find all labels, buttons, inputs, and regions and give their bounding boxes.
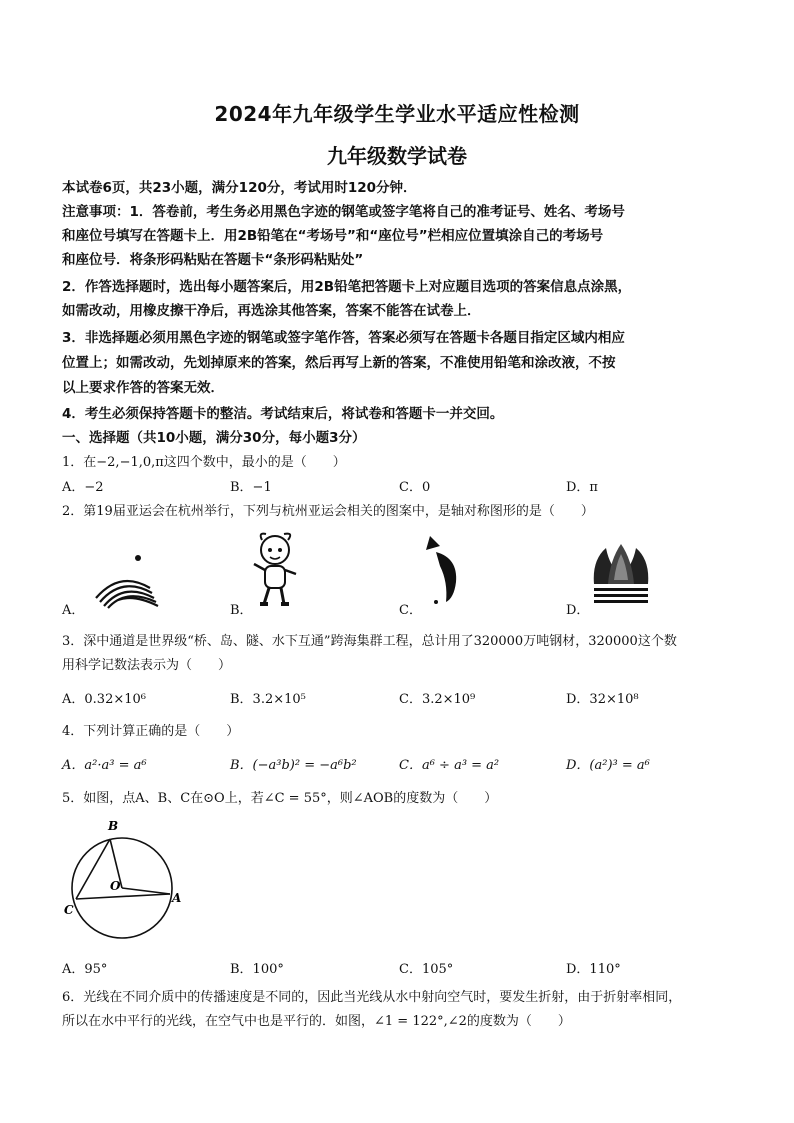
question-3-stem-line-2: 用科学记数法表示为（ ） [62, 658, 232, 673]
question-3-stem-line-1: 3．深中通道是世界级“桥、岛、隧、水下互通”跨海集群工程，总计用了320000万吨钢材，320000这个数 [62, 634, 677, 649]
q5-label-c: C [64, 903, 74, 917]
q2-figure-a-stripes [90, 550, 170, 610]
q5-label-o: O [110, 879, 121, 893]
exam-subtitle: 九年级数学试卷 [327, 144, 467, 168]
instruction-line-6: 如需改动，用橡皮擦干净后，再选涂其他答案，答案不能答在试卷上． [62, 303, 481, 319]
instruction-line-2: 注意事项：1．答卷前，考生务必用黑色字迹的钢笔或签字笔将自己的准考证号、姓名、考场号 [62, 204, 625, 220]
instruction-line-3: 和座位号填写在答题卡上．用2B铅笔在“考场号”和“座位号”栏相应位置填涂自己的考场号 [62, 228, 604, 244]
q3-option-c: C．3.2×10⁹ [399, 692, 476, 707]
q5-label-b: B [108, 819, 119, 833]
q2-figure-c-fish [418, 532, 468, 610]
q3-option-d: D．32×10⁸ [566, 692, 639, 707]
section-heading-choice: 一、选择题（共10小题，满分30分，每小题3分） [62, 430, 366, 446]
exam-title: 2024年九年级学生学业水平适应性检测 [214, 102, 580, 126]
q2-option-b: B． [230, 603, 253, 618]
q2-option-c: C． [399, 603, 422, 618]
instruction-line-8: 位置上；如需改动，先划掉原来的答案，然后再写上新的答案，不准使用铅笔和涂改液，不按 [62, 355, 616, 371]
q3-option-b: B．3.2×10⁵ [230, 692, 306, 707]
q2-option-d: D． [566, 603, 590, 618]
instruction-line-1: 本试卷6页，共23小题，满分120分，考试用时120分钟． [62, 180, 417, 196]
q3-option-a: A．0.32×10⁶ [62, 692, 146, 707]
q1-option-a: A．−2 [62, 480, 104, 495]
q2-figure-b-mascot [250, 530, 300, 610]
q4-option-d: D．(a²)³ = a⁶ [566, 758, 650, 773]
q5-option-d: D．110° [566, 962, 621, 977]
question-1-stem: 1．在−2,−1,0,π这四个数中，最小的是（ ） [62, 455, 346, 470]
q5-option-c: C．105° [399, 962, 454, 977]
question-6-stem-line-2: 所以在水中平行的光线，在空气中也是平行的．如图，∠1 = 122°,∠2的度数为（ ） [62, 1014, 571, 1029]
q5-circle-diagram [62, 814, 186, 944]
q5-option-b: B．100° [230, 962, 284, 977]
q2-option-a: A． [62, 603, 85, 618]
q5-option-a: A．95° [62, 962, 108, 977]
question-4-stem: 4．下列计算正确的是（ ） [62, 724, 240, 739]
q2-figure-d-lotus [588, 540, 654, 606]
q1-option-d: D．π [566, 480, 598, 495]
q4-option-a: A．a²·a³ = a⁶ [62, 758, 147, 773]
instruction-line-7: 3．非选择题必须用黑色字迹的钢笔或签字笔作答，答案必须写在答题卡各题目指定区域内相应 [62, 330, 625, 346]
q4-option-c: C．a⁶ ÷ a³ = a² [399, 758, 500, 773]
instruction-line-4: 和座位号．将条形码粘贴在答题卡“条形码粘贴处” [62, 252, 364, 268]
question-5-stem: 5．如图，点A、B、C在⊙O上，若∠C = 55°，则∠AOB的度数为（ ） [62, 791, 498, 806]
q1-option-b: B．−1 [230, 480, 272, 495]
question-2-stem: 2．第19届亚运会在杭州举行，下列与杭州亚运会相关的图案中，是轴对称图形的是（ ） [62, 504, 594, 519]
q5-label-a: A [172, 891, 182, 905]
instruction-line-9: 以上要求作答的答案无效． [62, 380, 224, 396]
question-6-stem-line-1: 6．光线在不同介质中的传播速度是不同的，因此当光线从水中射向空气时，要发生折射，由于折射率相同， [62, 990, 682, 1005]
q4-option-b: B．(−a³b)² = −a⁶b² [230, 758, 357, 773]
instruction-line-5: 2．作答选择题时，选出每小题答案后，用2B铅笔把答题卡上对应题目选项的答案信息点涂黑， [62, 279, 632, 295]
instruction-line-10: 4．考生必须保持答题卡的整洁。考试结束后，将试卷和答题卡一并交回。 [62, 406, 504, 422]
q1-option-c: C．0 [399, 480, 431, 495]
